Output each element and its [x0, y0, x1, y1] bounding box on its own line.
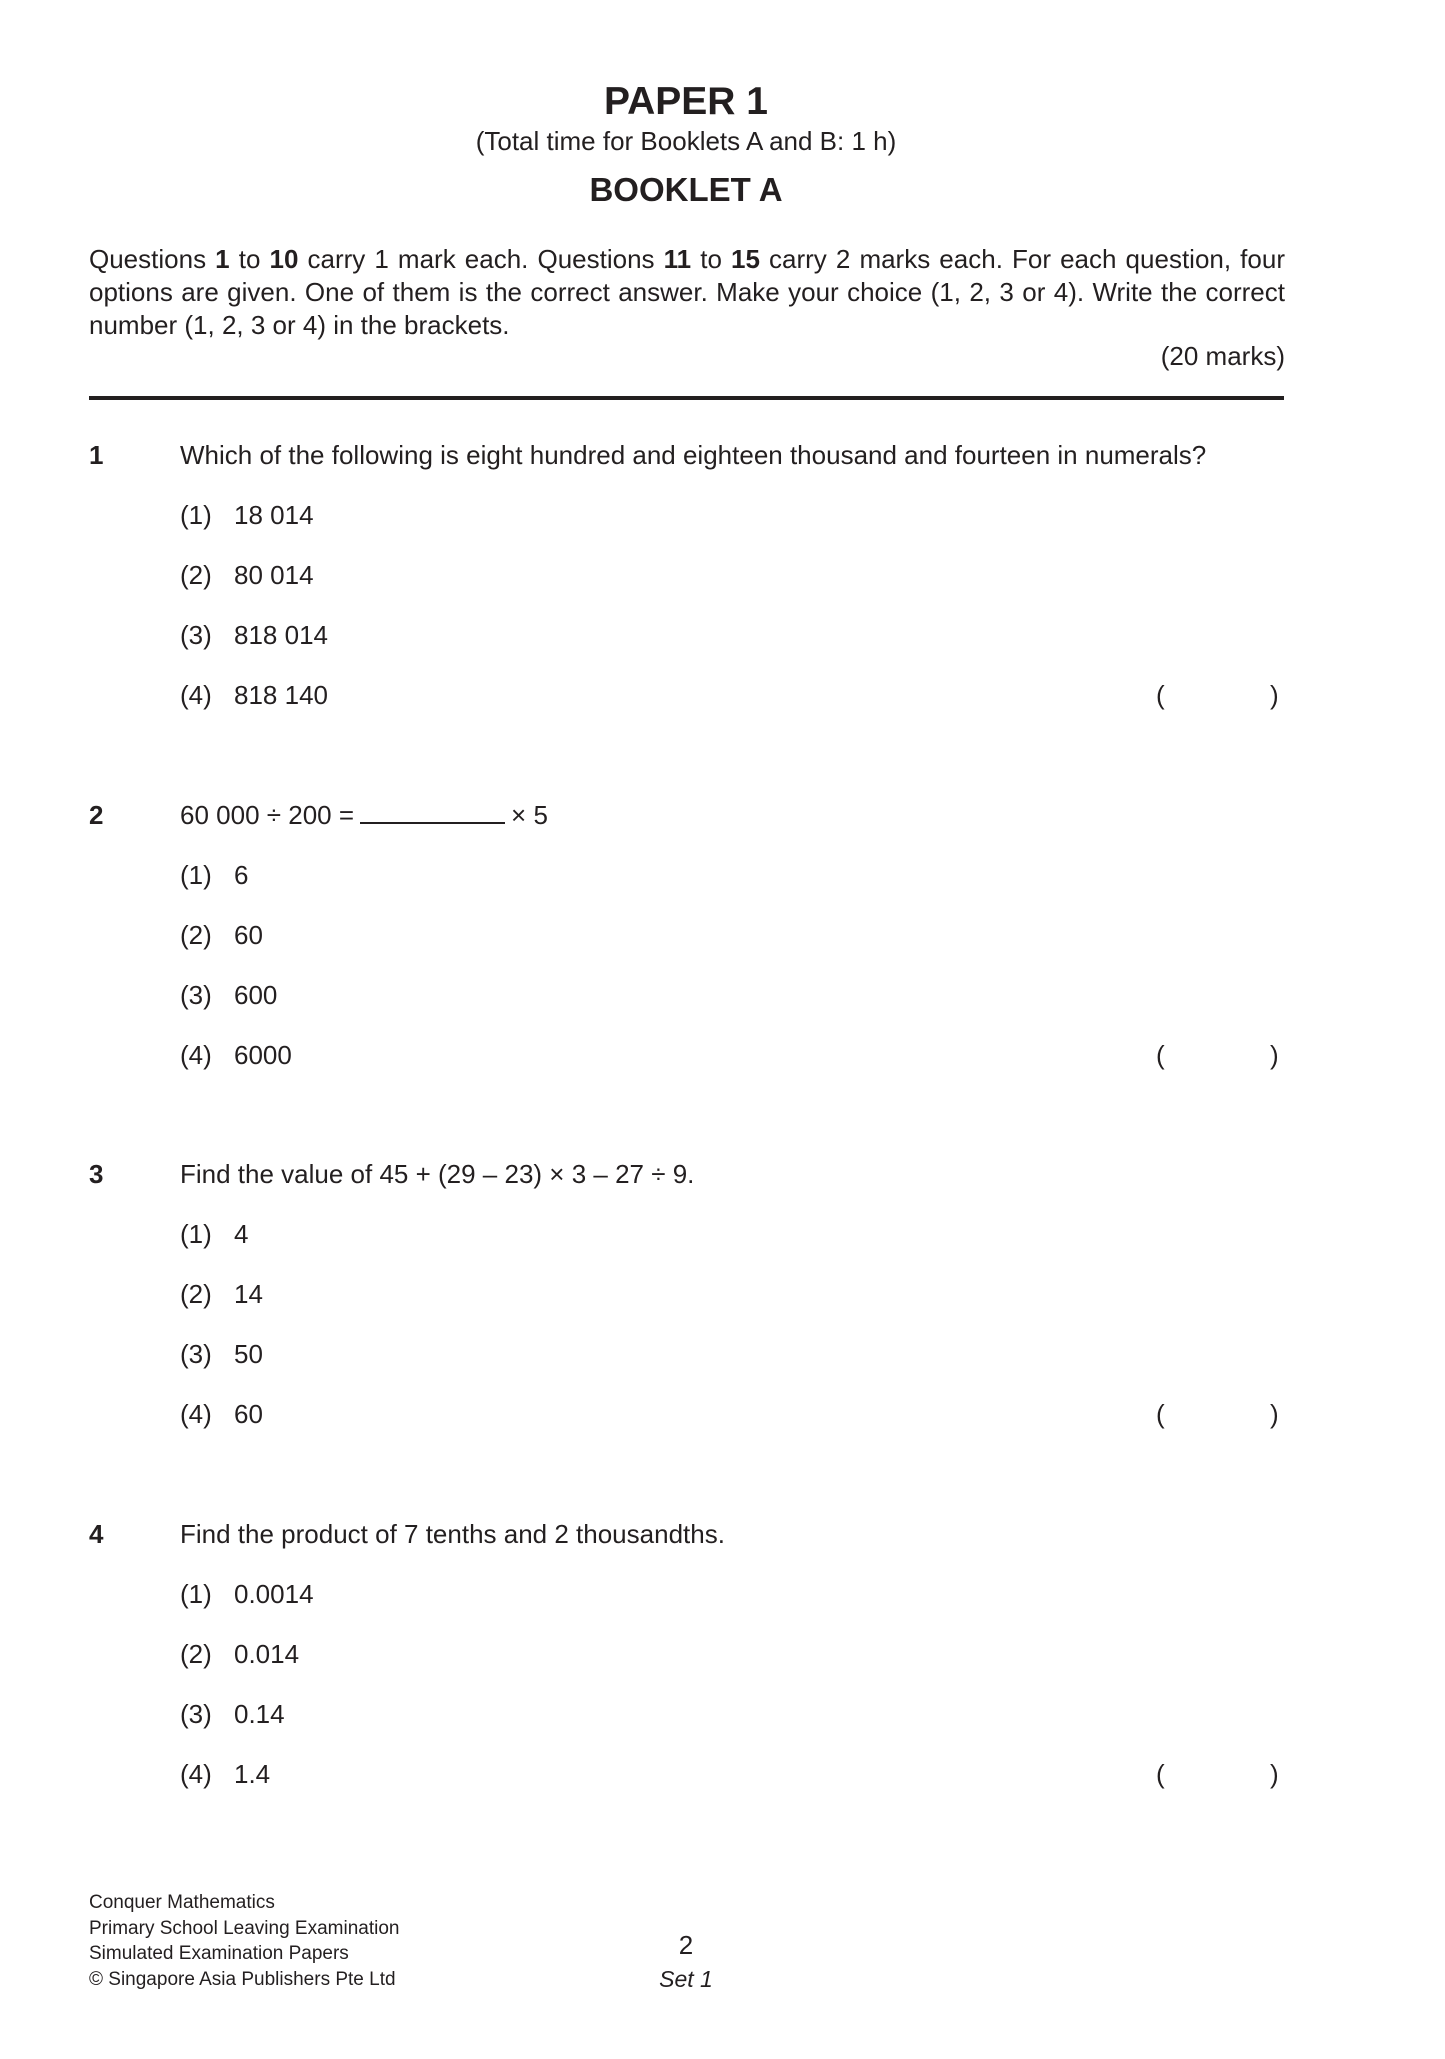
divider-rule: [89, 396, 1284, 400]
answer-bracket-open[interactable]: (: [1156, 1040, 1165, 1070]
option-value: 6000: [234, 1040, 292, 1070]
equation-left: 60 000 ÷ 200 =: [180, 800, 355, 830]
answer-bracket-open[interactable]: (: [1156, 1759, 1165, 1789]
option-label: (1): [180, 1579, 212, 1609]
option-label: (1): [180, 1219, 212, 1249]
option-label: (3): [180, 1699, 212, 1729]
set-label: Set 1: [659, 1966, 713, 1992]
option-2: [180, 560, 314, 591]
option-3: [180, 980, 277, 1011]
option-label: (1): [180, 500, 212, 530]
instructions-bold: 15: [731, 244, 760, 274]
footer-line: Simulated Examination Papers: [89, 1943, 349, 1964]
answer-bracket-open[interactable]: (: [1156, 1399, 1165, 1429]
instructions-bold: 10: [269, 244, 299, 274]
option-value: 60: [234, 1399, 263, 1429]
instructions-bold: 1: [215, 244, 230, 274]
option-2: [180, 920, 263, 951]
page-number: 2: [678, 1930, 694, 1960]
option-value: 60: [234, 920, 263, 950]
answer-blank: [360, 802, 505, 824]
question-number: 3: [89, 1159, 104, 1189]
total-marks: (20 marks): [1160, 341, 1285, 371]
question-number: 2: [89, 800, 104, 830]
option-value: 0.014: [234, 1639, 300, 1669]
option-1: [180, 860, 248, 891]
option-1: [180, 1579, 314, 1610]
option-4: [180, 1759, 270, 1790]
option-3: [180, 1699, 285, 1730]
option-3: [180, 1339, 263, 1370]
option-3: [180, 620, 328, 651]
answer-bracket-close[interactable]: ): [1270, 1399, 1279, 1429]
instructions-text: to: [229, 244, 270, 274]
option-value: 50: [234, 1339, 263, 1369]
booklet-title: BOOKLET A: [589, 171, 783, 208]
option-value: 818 014: [234, 620, 328, 650]
option-value: 80 014: [234, 560, 314, 590]
option-value: 14: [234, 1279, 263, 1309]
answer-bracket-open[interactable]: (: [1156, 680, 1165, 710]
option-4: [180, 1040, 292, 1071]
option-label: (2): [180, 1639, 212, 1669]
option-label: (4): [180, 1759, 212, 1789]
instructions-text: Questions: [89, 244, 216, 274]
option-label: (2): [180, 1279, 212, 1309]
option-label: (2): [180, 560, 212, 590]
question-text: [180, 800, 548, 831]
option-value: 4: [234, 1219, 249, 1249]
footer-line: Conquer Mathematics: [89, 1892, 275, 1913]
equation-right: × 5: [511, 800, 548, 830]
instructions-text: to: [691, 244, 732, 274]
option-1: [180, 500, 314, 531]
option-label: (4): [180, 680, 212, 710]
question-number: 4: [89, 1519, 104, 1549]
question-text: Find the product of 7 tenths and 2 thousandths.: [180, 1519, 725, 1549]
option-label: (4): [180, 1040, 212, 1070]
paper-subtitle: (Total time for Booklets A and B: 1 h): [475, 126, 897, 156]
option-value: 18 014: [234, 500, 314, 530]
option-value: 0.0014: [234, 1579, 314, 1609]
answer-bracket-close[interactable]: ): [1270, 1759, 1279, 1789]
option-label: (3): [180, 1339, 212, 1369]
footer-line: © Singapore Asia Publishers Pte Ltd: [89, 1968, 396, 1990]
option-value: 6: [234, 860, 249, 890]
paper-title: PAPER 1: [604, 80, 768, 123]
option-value: 600: [234, 980, 278, 1010]
option-label: (3): [180, 980, 212, 1010]
instructions-text: carry 2 marks each. For each question, four options are given. One of them is the correct answer. Make your choice (1, 2, 3 or 4). Write the correct number (1, 2, 3 or 4) in the brackets.: [89, 244, 1285, 340]
option-label: (3): [180, 620, 212, 650]
answer-bracket-close[interactable]: ): [1270, 1040, 1279, 1070]
instructions-bold: 11: [663, 244, 692, 274]
answer-bracket-close[interactable]: ): [1270, 680, 1279, 710]
option-label: (2): [180, 920, 212, 950]
option-value: 818 140: [234, 680, 328, 710]
question-text: Which of the following is eight hundred and eighteen thousand and fourteen in numerals?: [180, 440, 1207, 470]
option-value: 0.14: [234, 1699, 285, 1729]
option-4: [180, 1399, 263, 1430]
option-value: 1.4: [234, 1759, 271, 1789]
instructions-text: carry 1 mark each. Questions: [298, 244, 664, 274]
option-label: (4): [180, 1399, 212, 1429]
question-text: Find the value of 45 + (29 – 23) × 3 – 27 ÷ 9.: [180, 1159, 695, 1189]
option-2: [180, 1279, 263, 1310]
option-1: [180, 1219, 248, 1250]
option-4: [180, 680, 328, 711]
option-2: [180, 1639, 299, 1670]
footer-line: Primary School Leaving Examination: [89, 1917, 400, 1939]
option-label: (1): [180, 860, 212, 890]
instructions: [89, 243, 1285, 342]
question-number: 1: [89, 440, 104, 470]
